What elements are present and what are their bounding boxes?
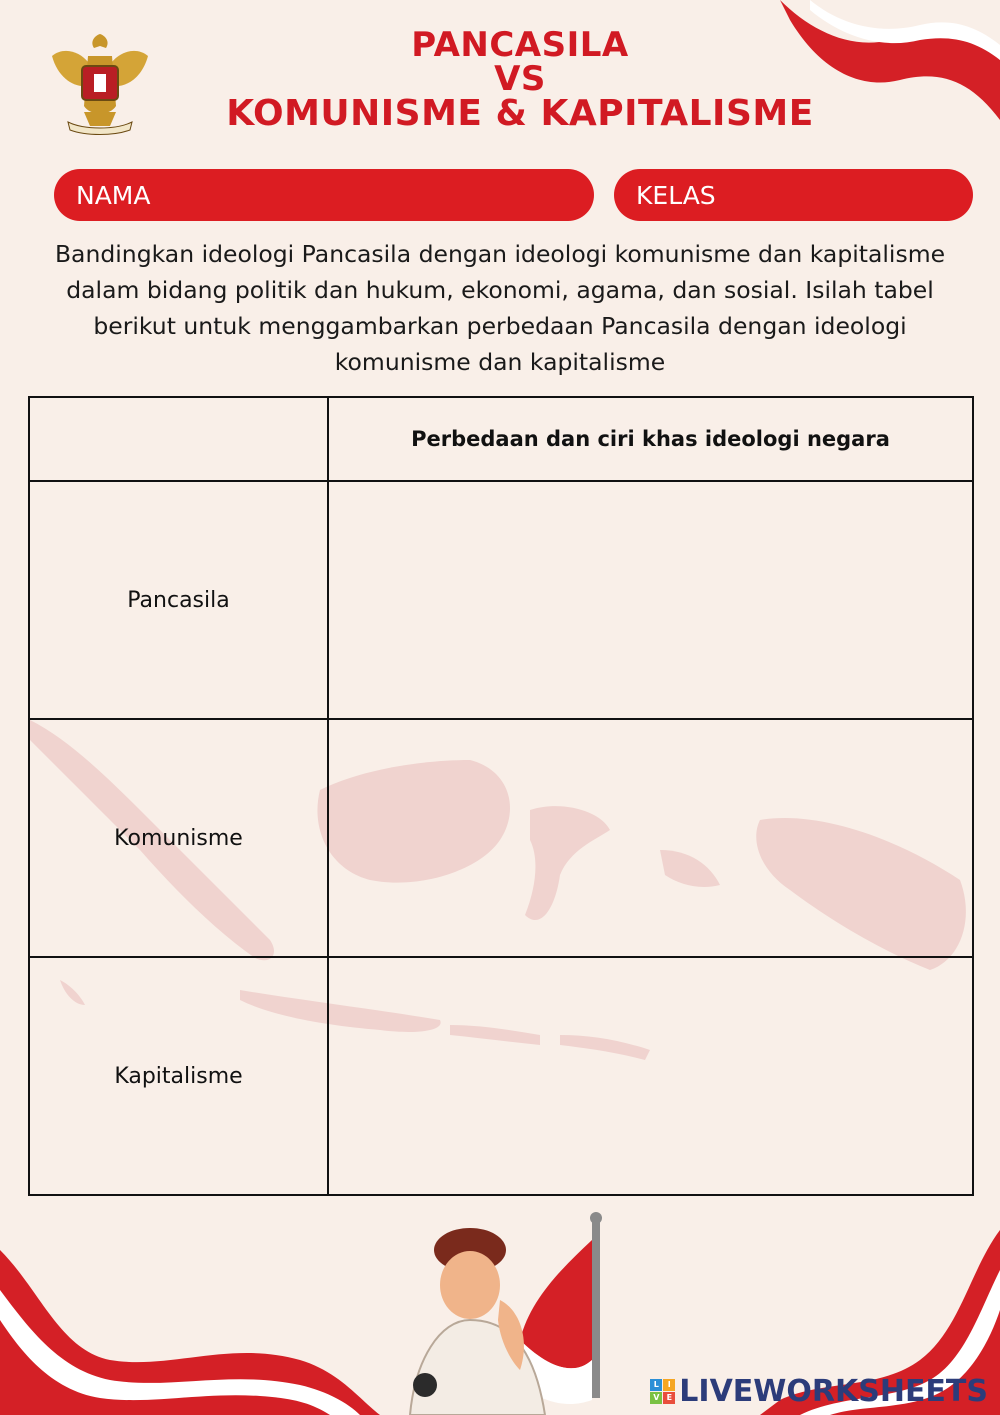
table-row bbox=[29, 719, 973, 957]
table-row bbox=[29, 957, 973, 1195]
title-line-pancasila: PANCASILA bbox=[411, 25, 629, 65]
comparison-table bbox=[28, 396, 974, 1196]
row-label-kapitalisme: Kapitalisme bbox=[29, 957, 328, 1195]
table-row bbox=[29, 481, 973, 719]
liveworksheets-logo-icon: L I V E bbox=[650, 1379, 675, 1404]
table-header-empty bbox=[29, 397, 328, 481]
title-line-komunisme-kapitalisme: KOMUNISME & KAPITALISME bbox=[226, 93, 814, 134]
watermark-text: LIVEWORKSHEETS bbox=[679, 1374, 988, 1409]
liveworksheets-watermark bbox=[650, 1374, 988, 1409]
instructions-text: Bandingkan ideologi Pancasila dengan ideologi komunisme dan kapitalisme dalam bidang politik dan hukum, ekonomi, agama, dan sosial. Isilah tabel berikut untuk menggambarkan perbedaan Pancasila dengan ideologi komunisme dan kapitalisme bbox=[54, 240, 946, 376]
class-field[interactable] bbox=[614, 169, 973, 221]
answer-cell-kapitalisme[interactable] bbox=[328, 957, 973, 1195]
table-header-differences: Perbedaan dan ciri khas ideologi negara bbox=[328, 397, 973, 481]
name-label: NAMA bbox=[76, 180, 151, 210]
worksheet-title bbox=[200, 25, 840, 134]
table-header-row bbox=[29, 397, 973, 481]
answer-cell-pancasila[interactable] bbox=[328, 481, 973, 719]
row-label-pancasila: Pancasila bbox=[29, 481, 328, 719]
class-label: KELAS bbox=[636, 180, 716, 210]
name-field[interactable] bbox=[54, 169, 594, 221]
garuda-emblem-icon bbox=[44, 26, 156, 138]
boy-with-flag-illustration bbox=[370, 1210, 630, 1415]
answer-cell-komunisme[interactable] bbox=[328, 719, 973, 957]
row-label-komunisme: Komunisme bbox=[29, 719, 328, 957]
title-line-vs: VS bbox=[494, 59, 546, 99]
